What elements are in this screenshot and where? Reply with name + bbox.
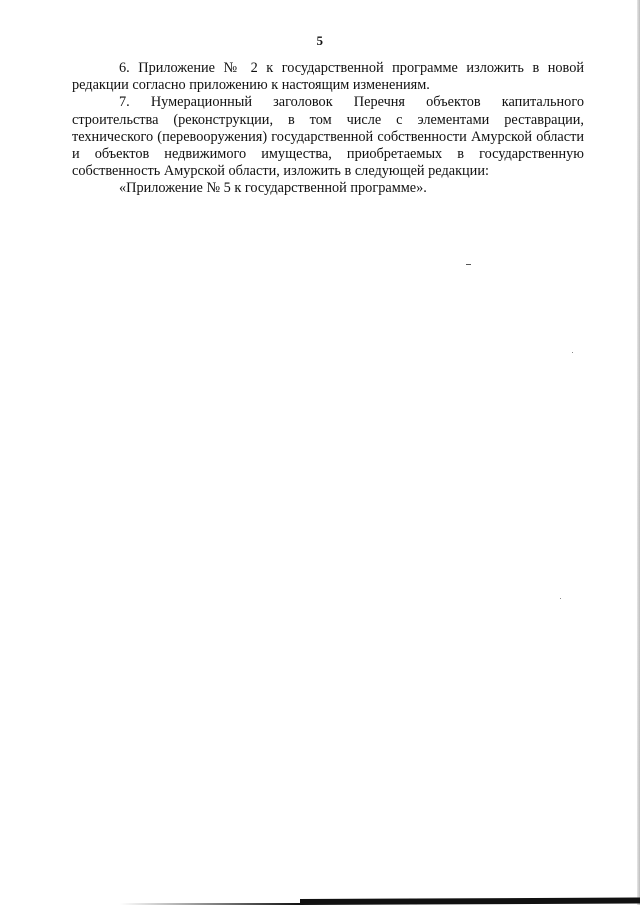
page-number: 5: [316, 33, 324, 48]
appendix-title-paragraph: «Приложение № 5 к государственной программе».: [119, 180, 427, 197]
document-body: [72, 60, 584, 198]
scan-mark: [466, 264, 471, 265]
scan-speck: [572, 352, 573, 353]
scan-speck: [560, 598, 561, 599]
paragraph-item-6: 6. Приложение № 2 к государственной программе изложить в новой редакции согласно приложению к настоящим изменениям.: [72, 60, 584, 94]
scan-edge-bottom: [300, 898, 640, 905]
paragraph-item-7: 7. Нумерационный заголовок Перечня объектов капитального строительства (реконструкции, в том числе с элементами реставрации, технического (перевооружения) государственной собственности Амурской области и объектов недвижимого имущества, приобретаемых в государственную собственность Амурской области, изложить в следующей редакции:: [72, 94, 584, 180]
